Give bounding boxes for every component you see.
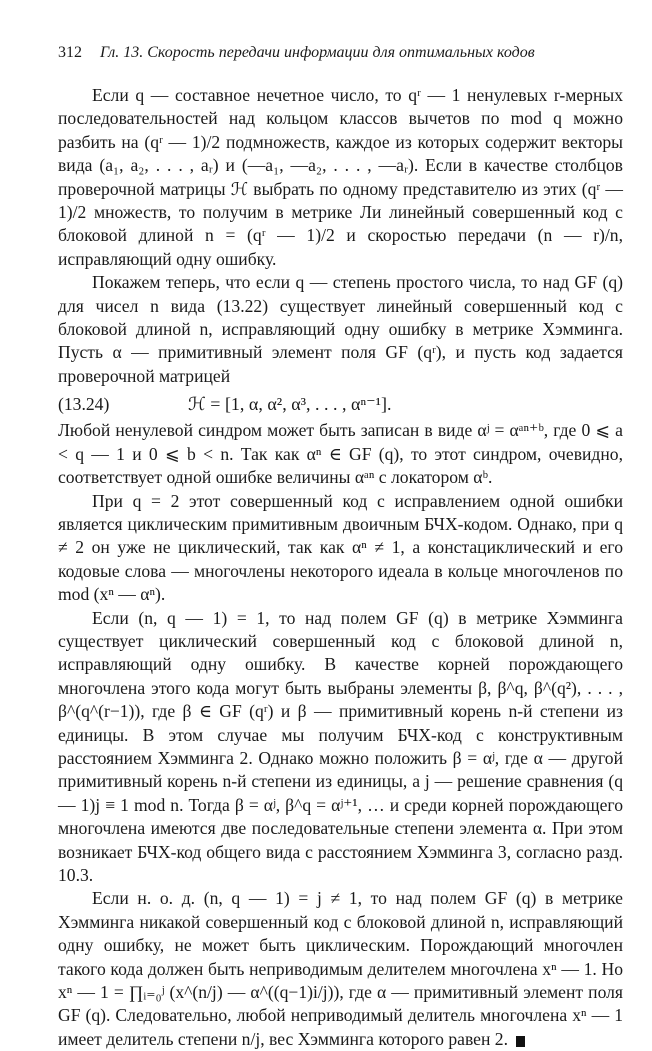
equation-number: (13.24): [58, 393, 110, 414]
paragraph-syndrome: Любой ненулевой синдром может быть записан в виде αʲ = αᵃⁿ⁺ᵇ, где 0 ⩽ a < q — 1 и 0 ⩽ b < n. Так как αⁿ ∈ GF (q), то этот синдром, очевидно, соответствует одной ошибке величины αᵃⁿ с локатором αᵇ.: [58, 420, 623, 488]
paragraph-gcd-text: Если н. о. д. (n, q — 1) = j ≠ 1, то над полем GF (q) в метрике Хэмминга никакой совершенный код с блоковой длиной n, исправляющий одну ошибку, не может быть циклическим. Порождающий многочлен такого кода должен быть неприводимым делителем многочлена xⁿ — 1. Но xⁿ — 1 = ∏ᵢ₌₀ʲ (x^(n/j) — α^((q−1)i/j)), где α — примитивный элемент поля GF (q). Следовательно, любой неприводимый делитель многочлена xⁿ — 1 имеет делитель степени n/j, вес Хэмминга которого равен 2.: [58, 888, 623, 1049]
equation-body: ℋ = [1, α, α², α³, . . . , αⁿ⁻¹].: [188, 393, 392, 414]
paragraph-q-equals-2: При q = 2 этот совершенный код с исправлением одной ошибки является циклическим примитивным двоичным БЧХ-кодом. Однако, при q ≠ 2 он уже не циклический, так как αⁿ ≠ 1, а констациклический и его кодовые слова — многочлены некоторого идеала в кольце многочленов по mod (xⁿ — αⁿ).: [58, 490, 623, 605]
paragraph-cyclic-code: Если (n, q — 1) = 1, то над полем GF (q) в метрике Хэмминга существует циклический совершенный код с блоковой длиной n, исправляющий одну ошибку. В качестве корней порождающего многочлена этого кода могут быть выбраны элементы β, β^q, β^(q²), . . . , β^(q^(r−1)), где β ∈ GF (qʳ) и β — примитивный корень n-й степени из единицы. В этом случае мы получим БЧХ-код с конструктивным расстоянием Хэмминга 2. Однако можно положить β = αʲ, где α — другой примитивный корень n-й степени из единицы, а j — решение сравнения (q — 1)j ≡ 1 mod n. Тогда β = αʲ, β^q = αʲ⁺¹, … и среди корней порождающего многочлена имеются две последовательные степени элемента α. При этом возникает БЧХ-код общего вида с расстоянием Хэмминга 3, согласно разд. 10.3.: [58, 607, 623, 885]
equation-13-24: [58, 389, 623, 419]
page-number: 312: [58, 44, 82, 61]
paragraph-prime-power: Покажем теперь, что если q — степень простого числа, то над GF (q) для чисел n вида (13.22) существует линейный совершенный код с блоковой длиной n, исправляющий одну ошибку в метрике Хэмминга. Пусть α — примитивный элемент поля GF (qʳ), и пусть код задается проверочной матрицей: [58, 272, 623, 386]
running-title: Гл. 13. Скорость передачи информации для оптимальных кодов: [100, 44, 535, 61]
running-header: [58, 44, 618, 62]
paragraph-lee-metric: Если q — составное нечетное число, то qʳ — 1 ненулевых r-мерных последовательностей над кольцом классов вычетов по mod q можно разбить на (qʳ — 1)/2 подмножеств, каждое из которых содержит векторы вида (a₁, a₂, . . . , aᵣ) и (—a₁, —a₂, . . . , —aᵣ). Если в качестве столбцов проверочной матрицы ℋ выбрать по одному представителю из этих (qʳ — 1)/2 множеств, то получим в метрике Ли линейный совершенный код с блоковой длиной n = (qʳ — 1)/2 и скоростью передачи (n — r)/n, исправляющий одну ошибку.: [58, 85, 623, 269]
paragraph-gcd-case: [58, 887, 623, 1051]
end-of-proof-mark: [516, 1036, 525, 1047]
page-body: [58, 84, 623, 1051]
